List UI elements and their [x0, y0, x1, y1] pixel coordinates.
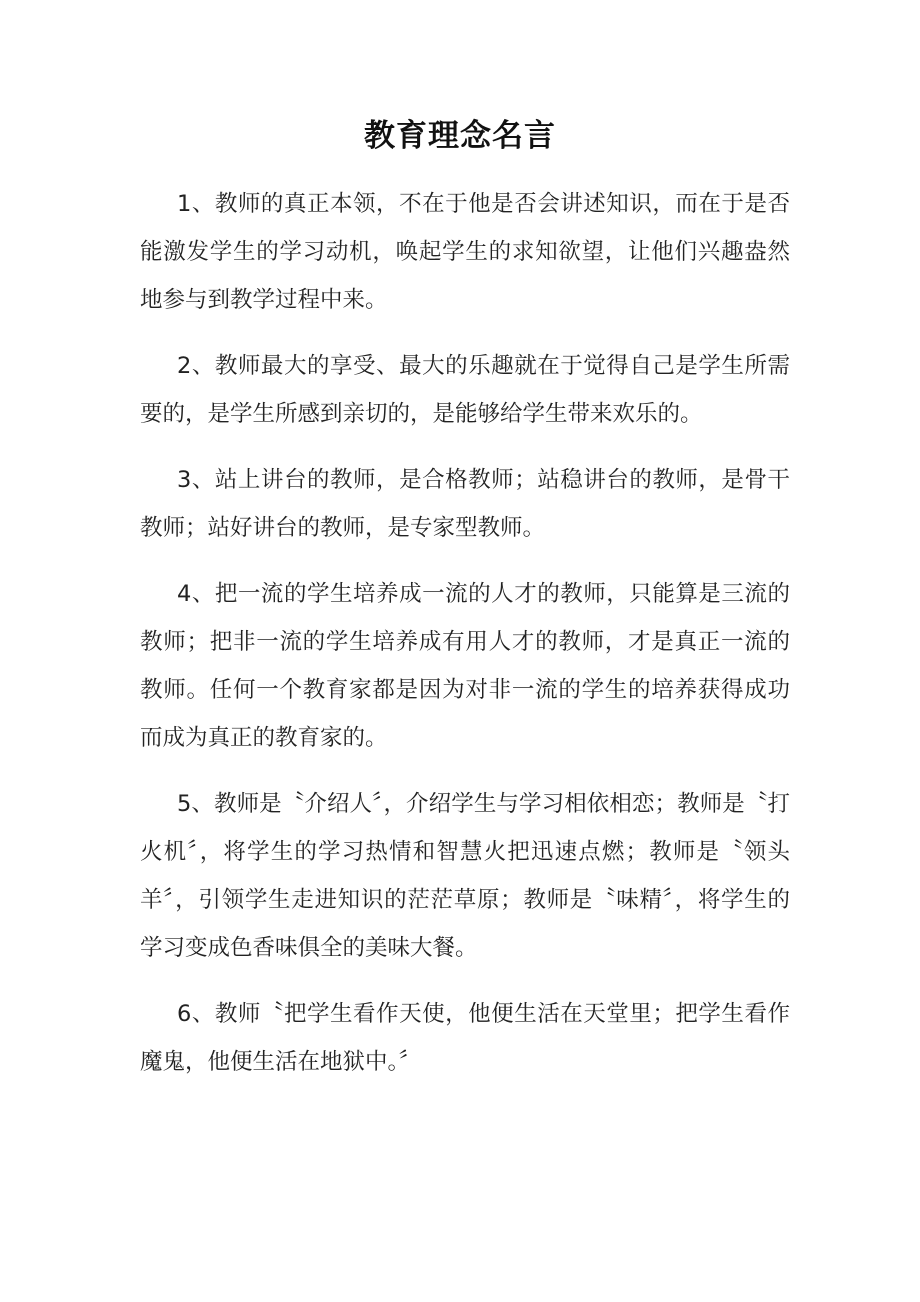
quote-paragraph-3: 3、站上讲台的教师，是合格教师；站稳讲台的教师，是骨干教师；站好讲台的教师，是专家型教师。: [140, 467, 790, 541]
quote-paragraph-1: 1、教师的真正本领，不在于他是否会讲述知识，而在于是否能激发学生的学习动机，唤起学生的求知欲望，让他们兴趣盎然地参与到教学过程中来。: [140, 191, 790, 313]
document-title: 教育理念名言: [364, 118, 556, 154]
document-body: [140, 180, 790, 1104]
quote-paragraph-4: 4、把一流的学生培养成一流的人才的教师，只能算是三流的教师；把非一流的学生培养成有用人才的教师，才是真正一流的教师。任何一个教育家都是因为对非一流的学生的培养获得成功而成为真正的教育家的。: [140, 581, 790, 751]
quote-paragraph-2: 2、教师最大的享受、最大的乐趣就在于觉得自己是学生所需要的，是学生所感到亲切的，是能够给学生带来欢乐的。: [140, 353, 790, 427]
quote-paragraph-5: 5、教师是〝介绍人〞，介绍学生与学习相依相恋；教师是〝打火机〞，将学生的学习热情和智慧火把迅速点燃；教师是〝领头羊〞，引领学生走进知识的茫茫草原；教师是〝味精〞，将学生的学习变成色香味俱全的美味大餐。: [140, 791, 790, 961]
quote-paragraph-6: 6、教师〝把学生看作天使，他便生活在天堂里；把学生看作魔鬼，他便生活在地狱中。〞: [140, 1001, 790, 1075]
